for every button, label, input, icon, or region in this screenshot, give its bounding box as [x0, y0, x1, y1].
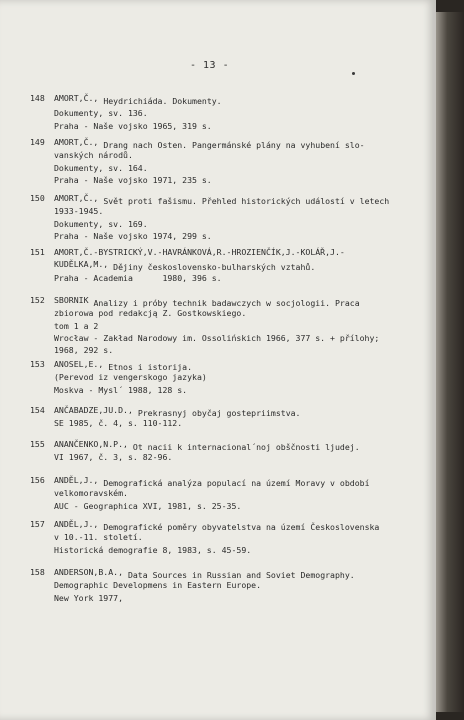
entry-source: VI 1967, č. 3, s. 82-96. — [54, 452, 173, 463]
bib-entry-149 — [30, 136, 428, 186]
entry-series: Dokumenty, sv. 164. — [54, 162, 148, 173]
entry-imprint: Praha - Naše vojsko 1974, 299 s. — [54, 230, 212, 241]
entry-number: 157 — [30, 519, 45, 529]
entry-author: AMORT,Č., — [54, 93, 99, 103]
entry-author-cont: KUDĚLKA,M., — [54, 259, 109, 270]
entry-source: Historická demografie 8, 1983, s. 45-59. — [54, 544, 252, 555]
entry-author: AMORT,Č., — [54, 193, 99, 203]
entry-volume: tom 1 a 2 — [54, 320, 99, 331]
entry-number: 152 — [30, 295, 45, 305]
entry-title: Svět proti fašismu. Přehled historických událostí v letech — [103, 196, 390, 206]
entry-title: Dějiny československo-bulharských vztahů. — [113, 262, 316, 273]
bib-entry-158 — [30, 566, 428, 604]
paper-speck — [352, 72, 355, 75]
entry-author: ANDERSON,B.A., — [54, 567, 124, 577]
entry-title-cont: velkomoravském. — [54, 488, 128, 499]
entry-title: Heydrichiáda. Dokumenty. — [103, 96, 222, 106]
entry-number: 153 — [30, 359, 45, 369]
entry-imprint: Praha - Academia 1980, 396 s. — [54, 272, 222, 283]
entry-note: (Perevod iz vengerskogo jazyka) — [54, 372, 207, 383]
entry-number: 156 — [30, 475, 45, 485]
entry-author: ANDĚL,J., — [54, 519, 99, 529]
bib-entry-148 — [30, 92, 428, 132]
entry-title: Drang nach Osten. Pangermánské plány na vyhubení slo- — [103, 140, 365, 150]
entry-source: AUC - Geographica XVI, 1981, s. 25-35. — [54, 500, 242, 511]
entry-title-cont: Demographic Developmens in Eastern Europe. — [54, 580, 262, 591]
entry-title: Etnos i istorija. — [108, 362, 193, 372]
entry-series: Dokumenty, sv. 169. — [54, 218, 148, 229]
entry-author: AMORT,Č., — [54, 137, 99, 147]
entry-title: Demografické poměry obyvatelstva na území Československa — [103, 522, 380, 532]
entry-imprint: Praha - Naše vojsko 1971, 235 s. — [54, 174, 212, 185]
entry-author: ANOSEL,E., — [54, 359, 104, 369]
entry-imprint: Moskva - Mysl´ 1988, 128 s. — [54, 384, 188, 395]
entry-number: 151 — [30, 247, 45, 257]
page-number: - 13 - — [190, 60, 230, 71]
entry-imprint-cont: 1968, 292 s. — [54, 345, 114, 356]
entry-author: ANČABADZE,JU.D., — [54, 405, 133, 415]
entry-imprint: New York 1977, — [54, 592, 124, 603]
bib-entry-154 — [30, 404, 428, 430]
entry-title-cont: 1933-1945. — [54, 206, 104, 217]
bib-entry-156 — [30, 474, 428, 512]
entry-title-cont: v 10.-11. století. — [54, 532, 143, 543]
entry-number: 158 — [30, 567, 45, 577]
entry-author: ANDĚL,J., — [54, 475, 99, 485]
entry-title: Ot nacii k internacional´noj obščnosti ljudej. — [132, 442, 360, 452]
entry-number: 155 — [30, 439, 45, 449]
entry-series: Dokumenty, sv. 136. — [54, 108, 148, 119]
bib-entry-153 — [30, 358, 428, 396]
entry-imprint: Wrocław - Zakład Narodowy im. Ossolińskich 1966, 377 s. + přílohy; — [54, 332, 380, 343]
entry-title: Data Sources in Russian and Soviet Demography. — [127, 570, 355, 580]
entry-title-cont: vanských národů. — [54, 150, 133, 161]
page-edge-shadow — [436, 12, 464, 712]
bib-entry-157 — [30, 518, 428, 556]
bib-entry-151 — [30, 246, 428, 284]
entry-title: Analizy i próby technik badawczych w socjologii. Praca — [93, 298, 360, 308]
entry-number: 148 — [30, 93, 45, 103]
entry-source: SE 1985, č. 4, s. 110-112. — [54, 418, 183, 429]
entry-number: 149 — [30, 137, 45, 147]
entry-title-cont: zbiorowa pod redakcją Z. Gostkowskiego. — [54, 308, 247, 319]
bib-entry-152 — [30, 294, 428, 356]
entry-number: 154 — [30, 405, 45, 415]
entry-author: ANANČENKO,N.P., — [54, 439, 128, 449]
bib-entry-155 — [30, 438, 428, 464]
bib-entry-150 — [30, 192, 428, 242]
entry-number: 150 — [30, 193, 45, 203]
entry-title: Prekrasnyj obyčaj gostepriimstva. — [137, 408, 301, 418]
entry-author: SBORNIK — [54, 295, 89, 305]
entry-author: AMORT,Č.-BYSTRICKÝ,V.-HAVRÁNKOVÁ,R.-HROZIENČÍK,J.-KOLÁŘ,J.- — [54, 247, 345, 257]
entry-title: Demografická analýza populací na území Moravy v období — [103, 478, 370, 488]
entry-imprint: Praha - Naše vojsko 1965, 319 s. — [54, 120, 212, 131]
